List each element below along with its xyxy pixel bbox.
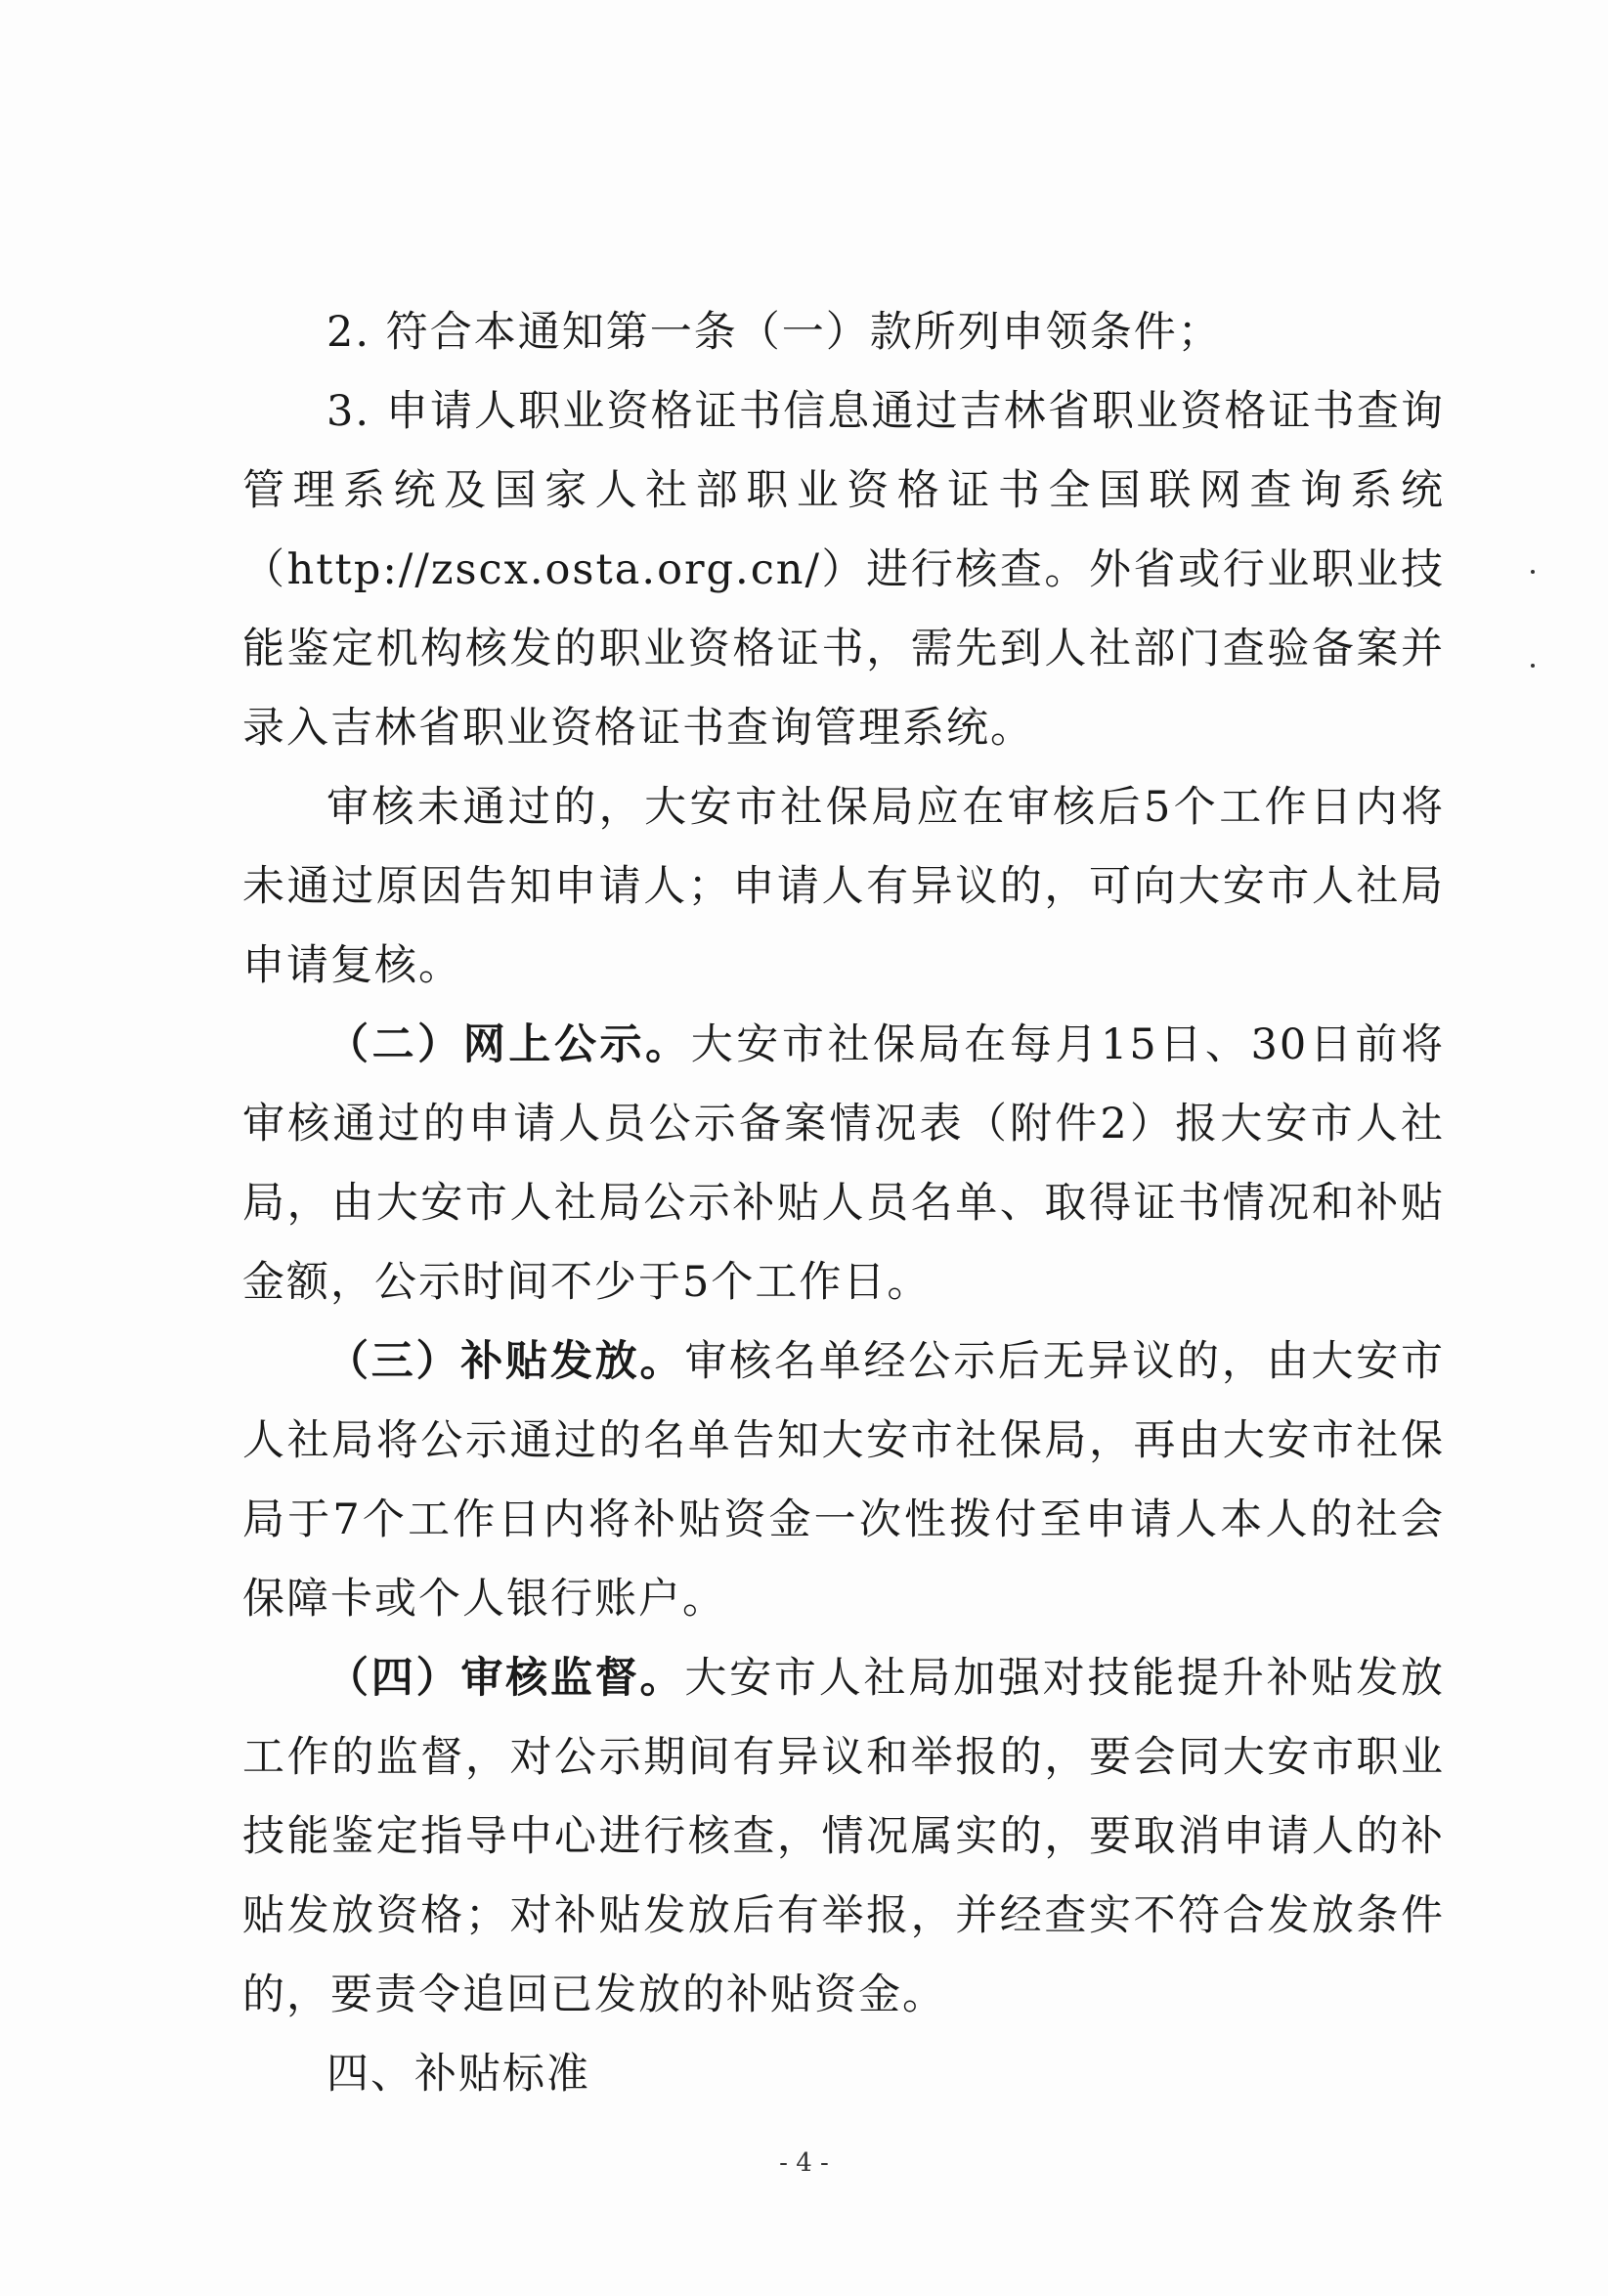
text-audit-supervision: 大安市人社局加强对技能提升补贴发放工作的监督，对公示期间有异议和举报的，要会同大安市职业技能鉴定指导中心进行核查，情况属实的，要取消申请人的补贴发放资格；对补贴发放后有举报，并经查实不符合发放条件的，要责令追回已发放的补贴资金。 xyxy=(242,1654,1446,2019)
paragraph-audit-fail: 审核未通过的，大安市社保局应在审核后5个工作日内将未通过原因告知申请人；申请人有异议的，可向大安市人社局申请复核。 xyxy=(242,783,1445,990)
paragraph-audit-supervision xyxy=(242,1639,1445,2035)
scan-speck xyxy=(1531,664,1535,668)
heading-audit-supervision: （四）审核监督。 xyxy=(326,1654,685,1703)
text-subsidy-payment: 审核名单经公示后无异议的，由大安市人社局将公示通过的名单告知大安市社保局，再由大安市社保局于7个工作日内将补贴资金一次性拨付至申请人本人的社会保障卡或个人银行账户。 xyxy=(242,1337,1446,1624)
paragraph-item-2: 2. 符合本通知第一条（一）款所列申领条件； xyxy=(326,308,1222,357)
text-online-publicity: 大安市社保局在每月15日、30日前将审核通过的申请人员公示备案情况表（附件2）报大安市人社局，由大安市人社局公示补贴人员名单、取得证书情况和补贴金额，公示时间不少于5个工作日。 xyxy=(242,1020,1445,1307)
paragraph-online-publicity xyxy=(242,1006,1445,1322)
paragraph-subsidy-payment xyxy=(242,1322,1445,1639)
document-body xyxy=(242,293,1445,2114)
heading-online-publicity: （二）网上公示。 xyxy=(326,1020,691,1069)
paragraph-item-3: 3. 申请人职业资格证书信息通过吉林省职业资格证书查询管理系统及国家人社部职业资格证书全国联网查询系统（http://zscx.osta.org.cn/）进行核查。外省或行业职业技能鉴定机构核发的职业资格证书，需先到人社部门查验备案并录入吉林省职业资格证书查询管理系统。 xyxy=(242,387,1445,753)
section-title-subsidy-standard: 四、补贴标准 xyxy=(326,2050,590,2099)
heading-subsidy-payment: （三）补贴发放。 xyxy=(326,1337,685,1386)
scan-speck xyxy=(1531,570,1535,574)
page-number: - 4 - xyxy=(779,2148,829,2178)
